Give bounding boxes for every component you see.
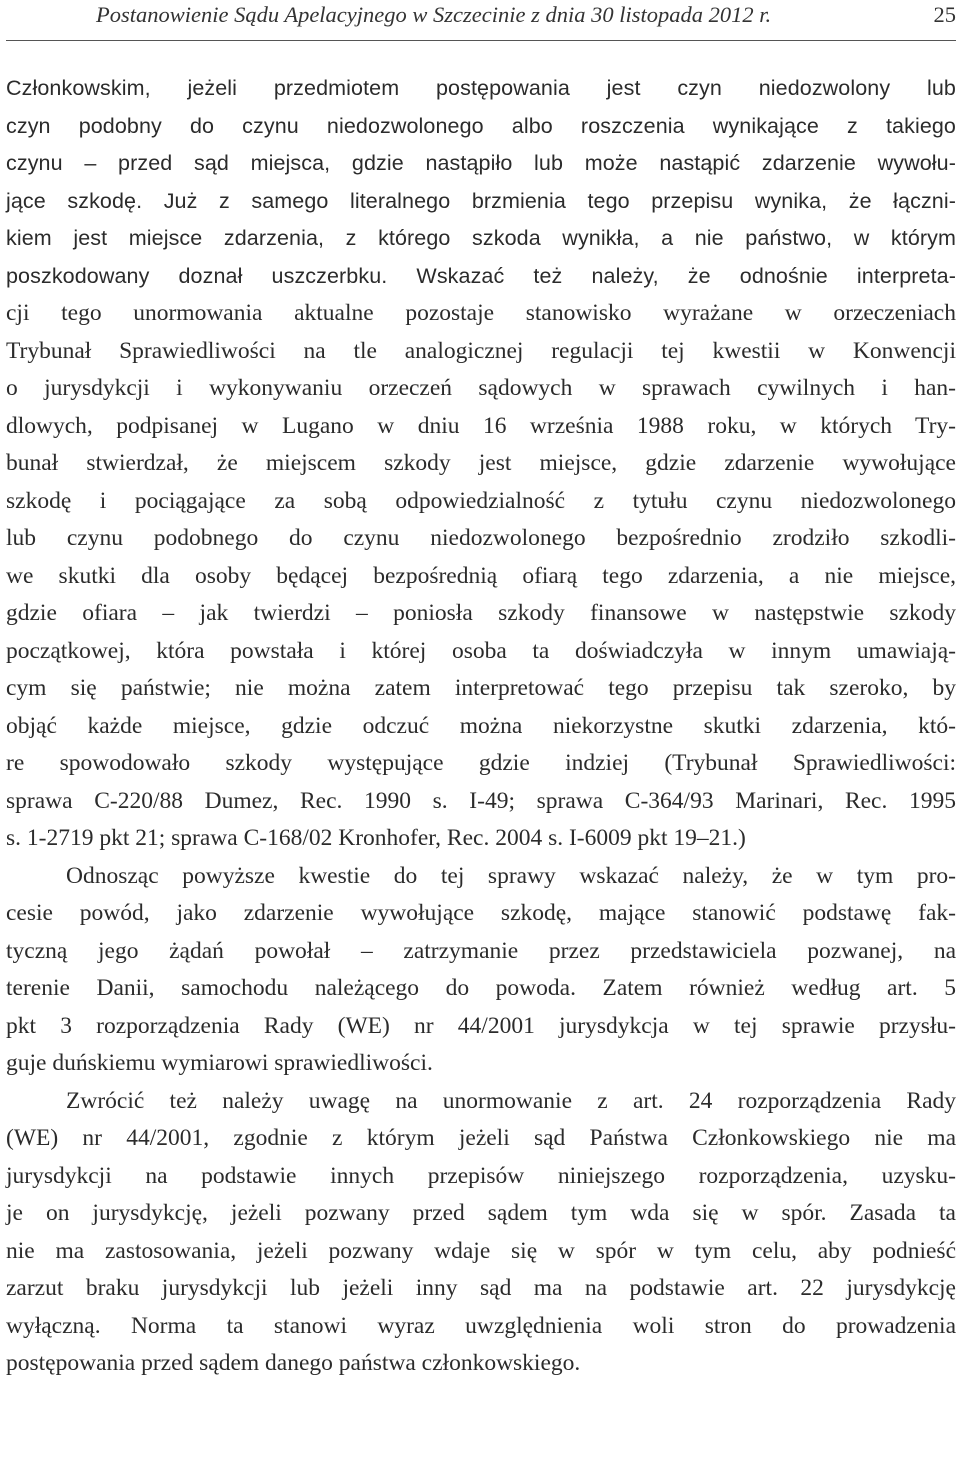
text-line: objąć każde miejsce, gdzie odczuć można niekorzystne skutki zdarzenia, któ-	[6, 712, 956, 739]
text-line: szkodę i pociągające za sobą odpowiedzialność z tytułu czynu niedozwolonego	[6, 487, 956, 514]
text-line: lub czynu podobnego do czynu niedozwolonego bezpośrednio zrodziło szkodli-	[6, 525, 956, 551]
running-title: Postanowienie Sądu Apelacyjnego w Szczecinie z dnia 30 listopada 2012 r.	[96, 2, 772, 27]
body-text	[6, 70, 956, 1383]
text-line: poszkodowany doznał uszczerbku. Wskazać też należy, że odnośnie interpreta-	[6, 263, 956, 288]
text-line: Członkowskim, jeżeli przedmiotem postępowania jest czyn niedozwolony lub	[6, 76, 956, 100]
text-line: Trybunał Sprawiedliwości na tle analogicznej regulacji tej kwestii w Konwencji	[6, 337, 956, 364]
text-line: pkt 3 rozporządzenia Rady (WE) nr 44/2001 jurysdykcja w tej sprawie przysłu-	[6, 1012, 956, 1039]
text-line: cym się państwie; nie można zatem interpretować tego przepisu tak szeroko, by	[6, 675, 956, 701]
text-line: terenie Danii, samochodu należącego do powoda. Zatem również według art. 5	[6, 975, 956, 1001]
text-line: zarzut braku jurysdykcji lub jeżeli inny sąd ma na podstawie art. 22 jurysdykcję	[6, 1275, 956, 1301]
text-line: jące szkodę. Już z samego literalnego brzmienia tego przepisu wynika, że łączni-	[6, 188, 956, 213]
text-line: Zwrócić też należy uwagę na unormowanie z art. 24 rozporządzenia Rady	[66, 1087, 956, 1114]
running-header	[96, 0, 956, 34]
text-line: wyłączną. Norma ta stanowi wyraz uwzględnienia woli stron do prowadzenia	[6, 1312, 956, 1339]
text-line: kiem jest miejsce zdarzenia, z którego szkoda wynikła, a nie państwo, w którym	[6, 226, 956, 250]
text-line: czynu – przed sąd miejsca, gdzie nastąpiło lub może nastąpić zdarzenie wywołu-	[6, 151, 956, 175]
text-line: czyn podobny do czynu niedozwolonego albo roszczenia wynikające z takiego	[6, 113, 956, 138]
text-line: jurysdykcji na podstawie innych przepisów niniejszego rozporządzenia, uzysku-	[6, 1162, 956, 1189]
text-line: je on jurysdykcję, jeżeli pozwany przed sądem tym wda się w spór. Zasada ta	[6, 1200, 956, 1226]
text-line: tyczną jego żądań powołał – zatrzymanie przez przedstawiciela pozwanej, na	[6, 937, 956, 964]
text-line: re spowodowało szkody występujące gdzie indziej (Trybunał Sprawiedliwości:	[6, 750, 956, 776]
text-line: Odnosząc powyższe kwestie do tej sprawy wskazać należy, że w tym pro-	[66, 862, 956, 889]
text-line: dlowych, podpisanej w Lugano w dniu 16 września 1988 roku, w których Try-	[6, 412, 956, 439]
text-line: postępowania przed sądem danego państwa członkowskiego.	[6, 1350, 581, 1376]
text-line: sprawa C-220/88 Dumez, Rec. 1990 s. I-49; sprawa C-364/93 Marinari, Rec. 1995	[6, 787, 956, 814]
text-line: we skutki dla osoby będącej bezpośrednią ofiarą tego zdarzenia, a nie miejsce,	[6, 562, 956, 589]
text-line: cji tego unormowania aktualne pozostaje stanowisko wyrażane w orzeczeniach	[6, 300, 956, 326]
page-number: 25	[933, 2, 956, 27]
text-line: bunał stwierdzał, że miejscem szkody jest miejsce, gdzie zdarzenie wywołujące	[6, 450, 956, 476]
text-line: początkowej, która powstała i której osoba ta doświadczyła w innym umawiają-	[6, 637, 956, 664]
header-rule	[6, 40, 956, 41]
text-line: o jurysdykcji i wykonywaniu orzeczeń sądowych w sprawach cywilnych i han-	[6, 375, 956, 401]
text-line: s. 1-2719 pkt 21; sprawa C-168/02 Kronhofer, Rec. 2004 s. I-6009 pkt 19–21.)	[6, 825, 746, 851]
text-line: guje duńskiemu wymiarowi sprawiedliwości.	[6, 1050, 433, 1076]
text-line: cesie powód, jako zdarzenie wywołujące szkodę, mające stanowić podstawę fak-	[6, 900, 956, 926]
text-line: gdzie ofiara – jak twierdzi – poniosła szkody finansowe w następstwie szkody	[6, 600, 956, 626]
text-line: (WE) nr 44/2001, zgodnie z którym jeżeli sąd Państwa Członkowskiego nie ma	[6, 1125, 956, 1151]
document-page	[6, 0, 956, 1476]
text-line: nie ma zastosowania, jeżeli pozwany wdaje się w spór w tym celu, aby podnieść	[6, 1237, 956, 1264]
